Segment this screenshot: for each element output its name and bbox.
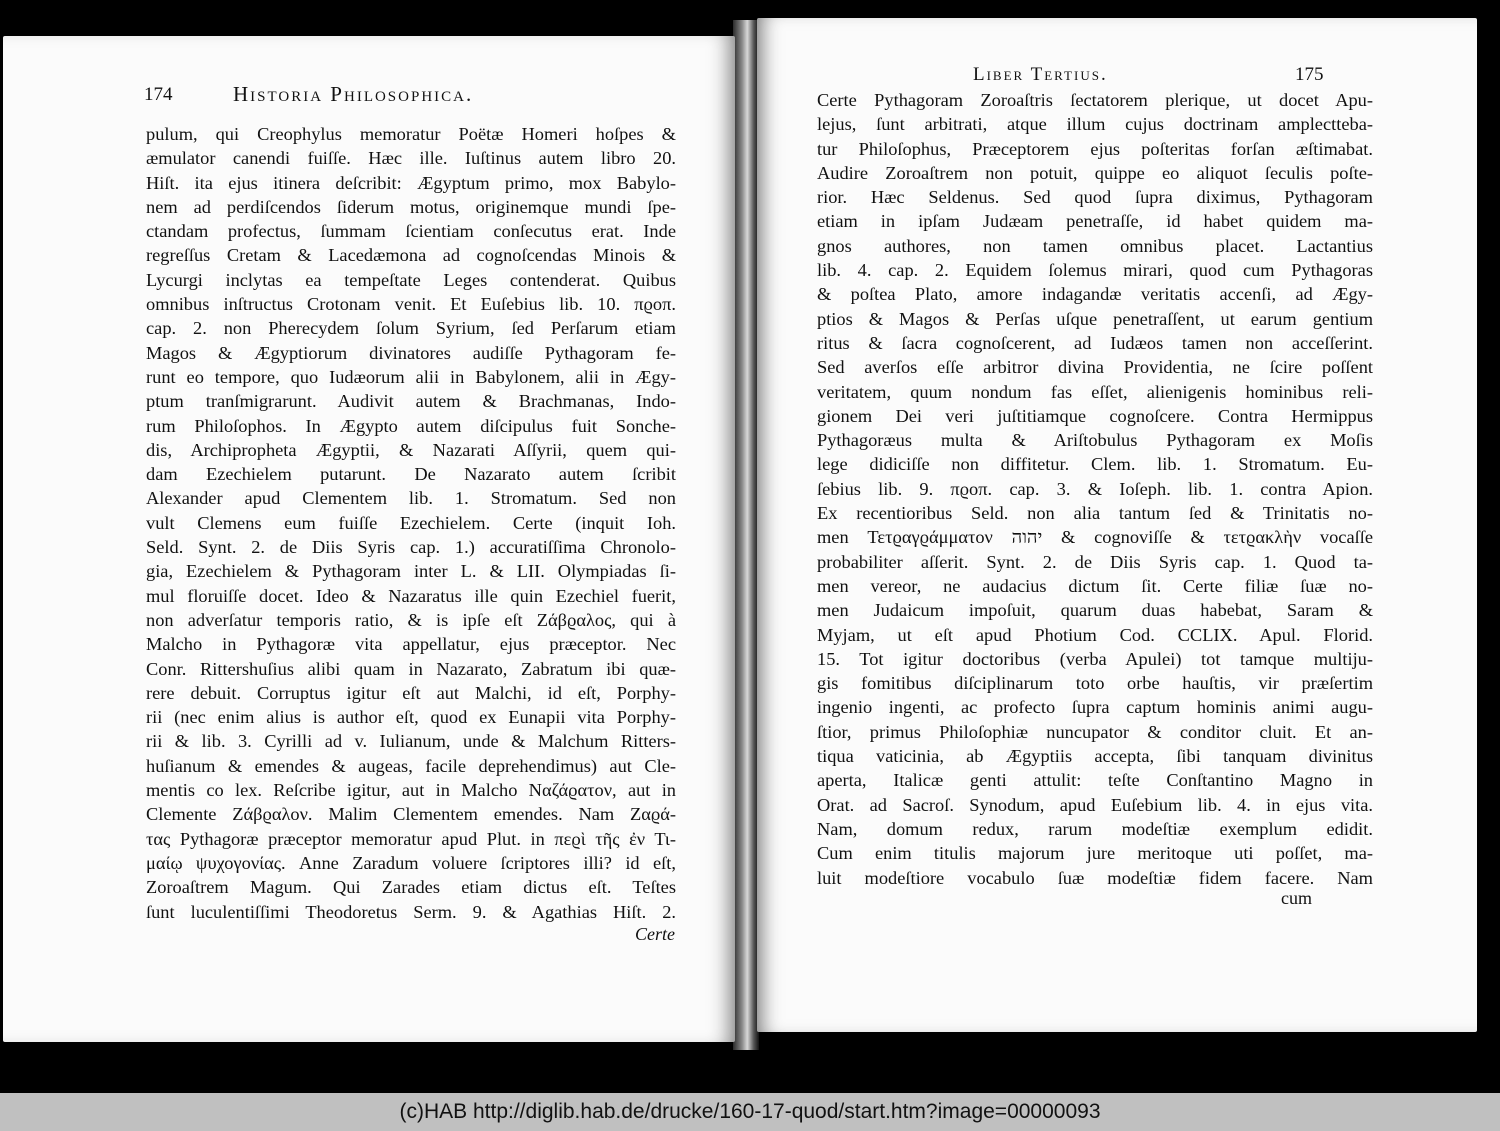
text-line: lejus, ſunt arbitrati, atque illum cujus doctrinam amplectteba- — [817, 114, 1373, 135]
text-line: ritus & ſacra cognoſcerent, ad Iudæos tamen non acceſſerint. — [817, 332, 1373, 353]
text-line: rere debuit. Corruptus igitur eſt aut Malchi, id eſt, Porphy- — [146, 682, 676, 703]
text-line: non adverſatur temporis ratio, & is ipſe eſt Ζάβϱαλος, qui à — [146, 609, 676, 630]
text-line: men Τετϱαγϱάμματον יהוה & cognoviſſe & τετϱακλὴν vocaſſe — [817, 527, 1373, 548]
text-line: luit modeſtiore vocabulo ſuæ modeſtiæ fidem facere. Nam — [817, 867, 1373, 888]
text-line: ptios & Magos & Perſas uſque penetraſſent, ut earum gentium — [817, 308, 1373, 329]
text-line: lib. 4. cap. 2. Equidem ſolemus mirari, quod cum Pythagoras — [817, 260, 1373, 281]
text-line: Magos & Ægyptiorum divinatores audiſſe Pythagoram fe- — [146, 342, 676, 363]
text-line: ſtior, primus Philoſophiæ nuncupator & conditor cluit. Et an- — [817, 721, 1373, 742]
text-line: Audire Zoroaſtrem non potuit, quippe eo aliquot ſeculis poſte- — [817, 162, 1373, 183]
right-page-number: 175 — [1295, 64, 1324, 85]
left-text-column — [146, 122, 676, 924]
left-page-number: 174 — [144, 84, 173, 105]
book-gutter — [733, 20, 759, 1050]
text-line: mul floruiſſe docet. Ideo & Nazaratus ille quin Ezechiel fuerit, — [146, 585, 676, 606]
text-line: Lycurgi inclytas ea tempeſtate Leges contenderat. Quibus — [146, 269, 676, 290]
text-line: probabiliter aſſerit. Synt. 2. de Diis Syris cap. 1. Quod ta- — [817, 551, 1373, 572]
text-line: tiqua vaticinia, ab Ægyptiis accepta, ſibi tanquam divinitus — [817, 746, 1373, 767]
text-line: ingenio ingenti, ac profecto ſupra captum hominis animi augu- — [817, 697, 1373, 718]
text-line: pulum, qui Creophylus memoratur Poëtæ Homeri hoſpes & — [146, 124, 676, 144]
text-line: tur Philoſophus, Præceptorem ejus poſteritas forſan æſtimabat. — [817, 138, 1373, 159]
text-line: cap. 2. non Pherecydem ſolum Syrium, ſed Perſarum etiam — [146, 318, 676, 339]
text-line: gis fomitibus diſciplinarum toto orbe hauſtis, vir præſertim — [817, 673, 1373, 694]
left-running-head: Historia Philosophica. — [233, 82, 474, 106]
text-line: ſebius lib. 9. πϱοπ. cap. 3. & Ioſeph. lib. 1. contra Apion. — [817, 478, 1373, 499]
text-line: Zoroaſtrem Magum. Qui Zarades etiam dictus eſt. Teſtes — [146, 877, 676, 898]
right-running-head: Liber Tertius. — [973, 64, 1108, 85]
text-line: Sed averſos eſſe arbitror divina Providentia, ne ſcire poſſent — [817, 357, 1373, 378]
left-page — [3, 36, 735, 1042]
text-line: gionem Dei veri juſtitiamque cognoſcere. Contra Hermippus — [817, 405, 1373, 426]
text-line: veritatem, quum nondum fas eſſet, alienigenis hominibus reli- — [817, 381, 1373, 402]
text-line: ptum tranſmigrarunt. Audivit autem & Brachmanas, Indo- — [146, 391, 676, 412]
text-line: omnibus inſtructus Crotonam venit. Et Euſebius lib. 10. πϱοπ. — [146, 294, 676, 315]
text-line: lege didiciſſe non diffitetur. Clem. lib. 1. Stromatum. Eu- — [817, 454, 1373, 475]
text-line: Hiſt. ita ejus itinera deſcribit: Ægyptum primo, mox Babylo- — [146, 172, 676, 193]
text-line: & poſtea Plato, amore indagandæ veritatis accenſi, ad Ægy- — [817, 284, 1373, 305]
text-line: Seld. Synt. 2. de Diis Syris cap. 1.) accuratiſſima Chronolo- — [146, 537, 676, 558]
text-line: Alexander apud Clementem lib. 1. Stromatum. Sed non — [146, 488, 676, 509]
text-line: dam Ezechielem putarunt. De Nazarato autem ſcribit — [146, 464, 676, 485]
text-line: ſunt luculentiſſimi Theodoretus Serm. 9. & Agathias Hiſt. 2. — [146, 901, 676, 922]
copyright-footer: (c)HAB http://diglib.hab.de/drucke/160-17-quod/start.htm?image=00000093 — [0, 1093, 1500, 1131]
text-line: aperta, Italicæ genti attulit: teſte Conſtantino Magno in — [817, 770, 1373, 791]
text-line: Conr. Rittershuſius alibi quam in Nazarato, Zabratum ibi quæ- — [146, 658, 676, 679]
text-line: vult Clemens eum fuiſſe Ezechielem. Certe (inquit Ioh. — [146, 512, 676, 533]
text-line: Clemente Ζάβϱαλον. Malim Clementem emendes. Nam Ζαϱά- — [146, 804, 676, 825]
right-page — [757, 18, 1477, 1032]
text-line: rii & lib. 3. Cyrilli ad v. Iulianum, unde & Malchum Ritters- — [146, 731, 676, 752]
text-line: Pythagoræus multa & Ariſtobulus Pythagoram ex Moſis — [817, 430, 1373, 451]
text-line: regreſſus Cretam & Lacedæmona ad cognoſcendas Minois & — [146, 245, 676, 266]
text-line: Nam, domum redux, rarum modeſtiæ exemplum edidit. — [817, 818, 1373, 839]
text-line: men Judaicum impoſuit, quarum duas habebat, Saram & — [817, 600, 1373, 621]
text-line: huſianum & emendes & augeas, facile deprehendimus) aut Cle- — [146, 755, 676, 776]
right-catchword: cum — [1281, 888, 1312, 908]
text-line: runt eo tempore, quo Iudæorum alii in Babylonem, alii in Ægy- — [146, 366, 676, 387]
text-line: Cum enim titulis majorum jure meritoque uti poſſet, ma- — [817, 843, 1373, 864]
text-line: rum Philoſophos. In Ægypto autem diſcipulus fuit Sonche- — [146, 415, 676, 436]
text-line: Myjam, ut eſt apud Photium Cod. CCLIX. Apul. Florid. — [817, 624, 1373, 645]
text-line: rior. Hæc Seldenus. Sed quod ſupra diximus, Pythagoram — [817, 187, 1373, 208]
left-catchword: Certe — [635, 924, 675, 944]
text-line: nem ad perdiſcendos ſiderum motus, originemque mundi ſpe- — [146, 196, 676, 217]
text-line: 15. Tot igitur doctoribus (verba Apulei) tot tamque multiju- — [817, 648, 1373, 669]
right-text-column — [817, 88, 1373, 890]
text-line: Certe Pythagoram Zoroaſtris ſectatorem plerique, ut docet Apu- — [817, 90, 1373, 110]
text-line: etiam in ipſam Judæam penetraſſe, id habet quidem ma- — [817, 211, 1373, 232]
text-line: mentis co lex. Reſcribe igitur, aut in Malcho Ναζάϱατον, aut in — [146, 780, 676, 801]
text-line: Malcho in Pythagoræ vita appellatur, ejus præceptor. Nec — [146, 634, 676, 655]
text-line: rii (nec enim alius is author eſt, quod ex Eunapii vita Porphy- — [146, 707, 676, 728]
text-line: dis, Archipropheta Ægyptii, & Nazarati Aſſyrii, quem qui- — [146, 439, 676, 460]
text-line: τας Pythagoræ præceptor memoratur apud Plut. in πεϱὶ τῆς ἐν Τι- — [146, 828, 676, 849]
text-line: æmulator canendi fuiſſe. Hæc ille. Iuſtinus autem libro 20. — [146, 148, 676, 169]
text-line: gnos authores, non tamen omnibus placet. Lactantius — [817, 235, 1373, 256]
text-line: μαίῳ ψυχογονίας. Anne Zaradum voluere ſcriptores illi? id eſt, — [146, 852, 676, 873]
text-line: men vereor, ne audacius dictum ſit. Certe filiæ ſuæ no- — [817, 575, 1373, 596]
text-line: ctandam profectus, ſummam ſcientiam conſecutus erat. Inde — [146, 221, 676, 242]
text-line: Ex recentioribus Seld. non alia tantum ſed & Trinitatis no- — [817, 503, 1373, 524]
text-line: gia, Ezechielem & Pythagoram inter L. & LII. Olympiadas ſi- — [146, 561, 676, 582]
text-line: Orat. ad Sacroſ. Synodum, apud Euſebium lib. 4. in ejus vita. — [817, 794, 1373, 815]
